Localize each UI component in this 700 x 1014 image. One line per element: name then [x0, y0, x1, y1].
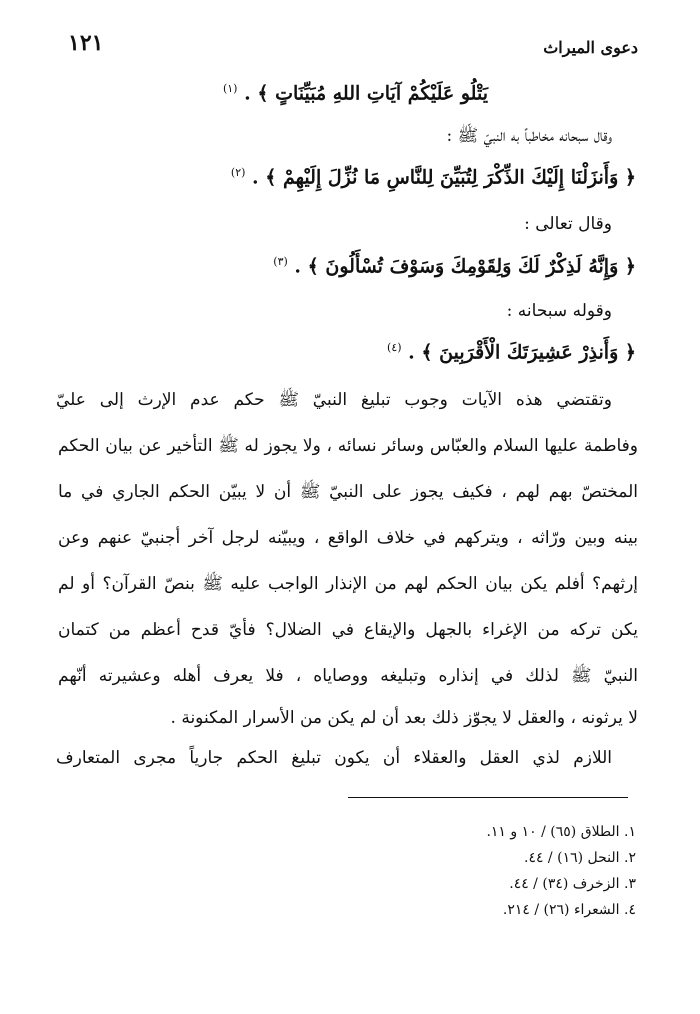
quran-verse-4 [387, 341, 636, 364]
paragraph-1-line-8: لا يرثونه ، والعقل لا يجوّز ذلك بعد أن لم يكن من الأسرار المكنونة . [170, 708, 638, 728]
footnote-separator [348, 797, 628, 798]
intro-line-1: وقال سبحانه مخاطباً به النبيّ ﷺ : [446, 126, 612, 146]
verse-text: ﴿ وَأَنزَلْنَا إِلَيْكَ الذِّكْرَ لِتُبَيِّنَ لِلنَّاسِ مَا نُزِّلَ إِلَيْهِمْ ﴾ . [252, 166, 636, 189]
footnote-3: ٣. الزخرف (٣٤) / ٤٤. [509, 876, 636, 892]
paragraph-1-line-5: إرثهم؟ أفلم يكن بيان الحكم لهم من الإنذار الواجب عليه ﷺ بنصّ القرآن؟ أو لم [58, 574, 638, 594]
paragraph-1-line-3: المختصّ بهم لهم ، فكيف يجوز على النبيّ ﷺ أن لا يبيّن الحكم الجاري في ما [58, 482, 638, 502]
footnote-marker-3: (٣) [273, 255, 288, 268]
page-number: ١٢١ [68, 30, 104, 56]
paragraph-1-line-4: بينه وبين ورّاثه ، ويتركهم في خلاف الواقع ، ويبيّنه لرجل آخر أجنبيّ عنهم وعن [58, 528, 638, 548]
footnote-marker-1: (١) [222, 82, 238, 95]
paragraph-1-line-2: وفاطمة عليها السلام والعبّاس وسائر نسائه ، ولا يجوز له ﷺ التأخير عن بيان الحكم [58, 436, 638, 456]
running-title: دعوى الميراث [543, 38, 638, 57]
paragraph-1-line-1: وتقتضي هذه الآيات وجوب تبليغ النبيّ ﷺ حكم عدم الإرث إلى عليّ [56, 390, 612, 410]
paragraph-1-line-7: النبيّ ﷺ لذلك في إنذاره وتبليغه ووصاياه ، فلا يعرف أهله وعشيرته أنّهم [58, 666, 638, 686]
quran-verse-3 [273, 255, 636, 278]
intro-line-3: وقوله سبحانه : [506, 301, 612, 321]
footnote-2: ٢. النحل (١٦) / ٤٤. [523, 850, 636, 866]
paragraph-2-line-1: اللازم لذي العقل والعقلاء أن يكون تبليغ الحكم جارياً مجرى المتعارف [56, 748, 612, 768]
verse-text: يَتْلُو عَلَيْكُمْ آيَاتِ اللهِ مُبَيِّنَاتٍ ﴾ . [244, 82, 488, 105]
verse-text: ﴿ وَإِنَّهُ لَذِكْرٌ لَكَ وَلِقَوْمِكَ وَسَوْفَ تُسْأَلُونَ ﴾ . [294, 255, 636, 278]
paragraph-1-line-6: يكن تركه من الإغراء بالجهل والإيقاع في الضلال؟ فأيّ قدح أعظم من كتمان [58, 620, 638, 640]
footnote-marker-4: (٤) [387, 341, 402, 354]
footnote-1: ١. الطلاق (٦٥) / ١٠ و ١١. [486, 824, 636, 840]
quran-verse-2 [231, 166, 636, 189]
footnote-marker-2: (٢) [230, 166, 246, 179]
footnote-4: ٤. الشعراء (٢٦) / ٢١٤. [502, 902, 636, 918]
intro-line-2: وقال تعالى : [524, 214, 612, 234]
verse-text: ﴿ وَأَنذِرْ عَشِيرَتَكَ الْأَقْرَبِينَ ﴾ . [408, 341, 636, 364]
quran-verse-1 [223, 82, 488, 105]
